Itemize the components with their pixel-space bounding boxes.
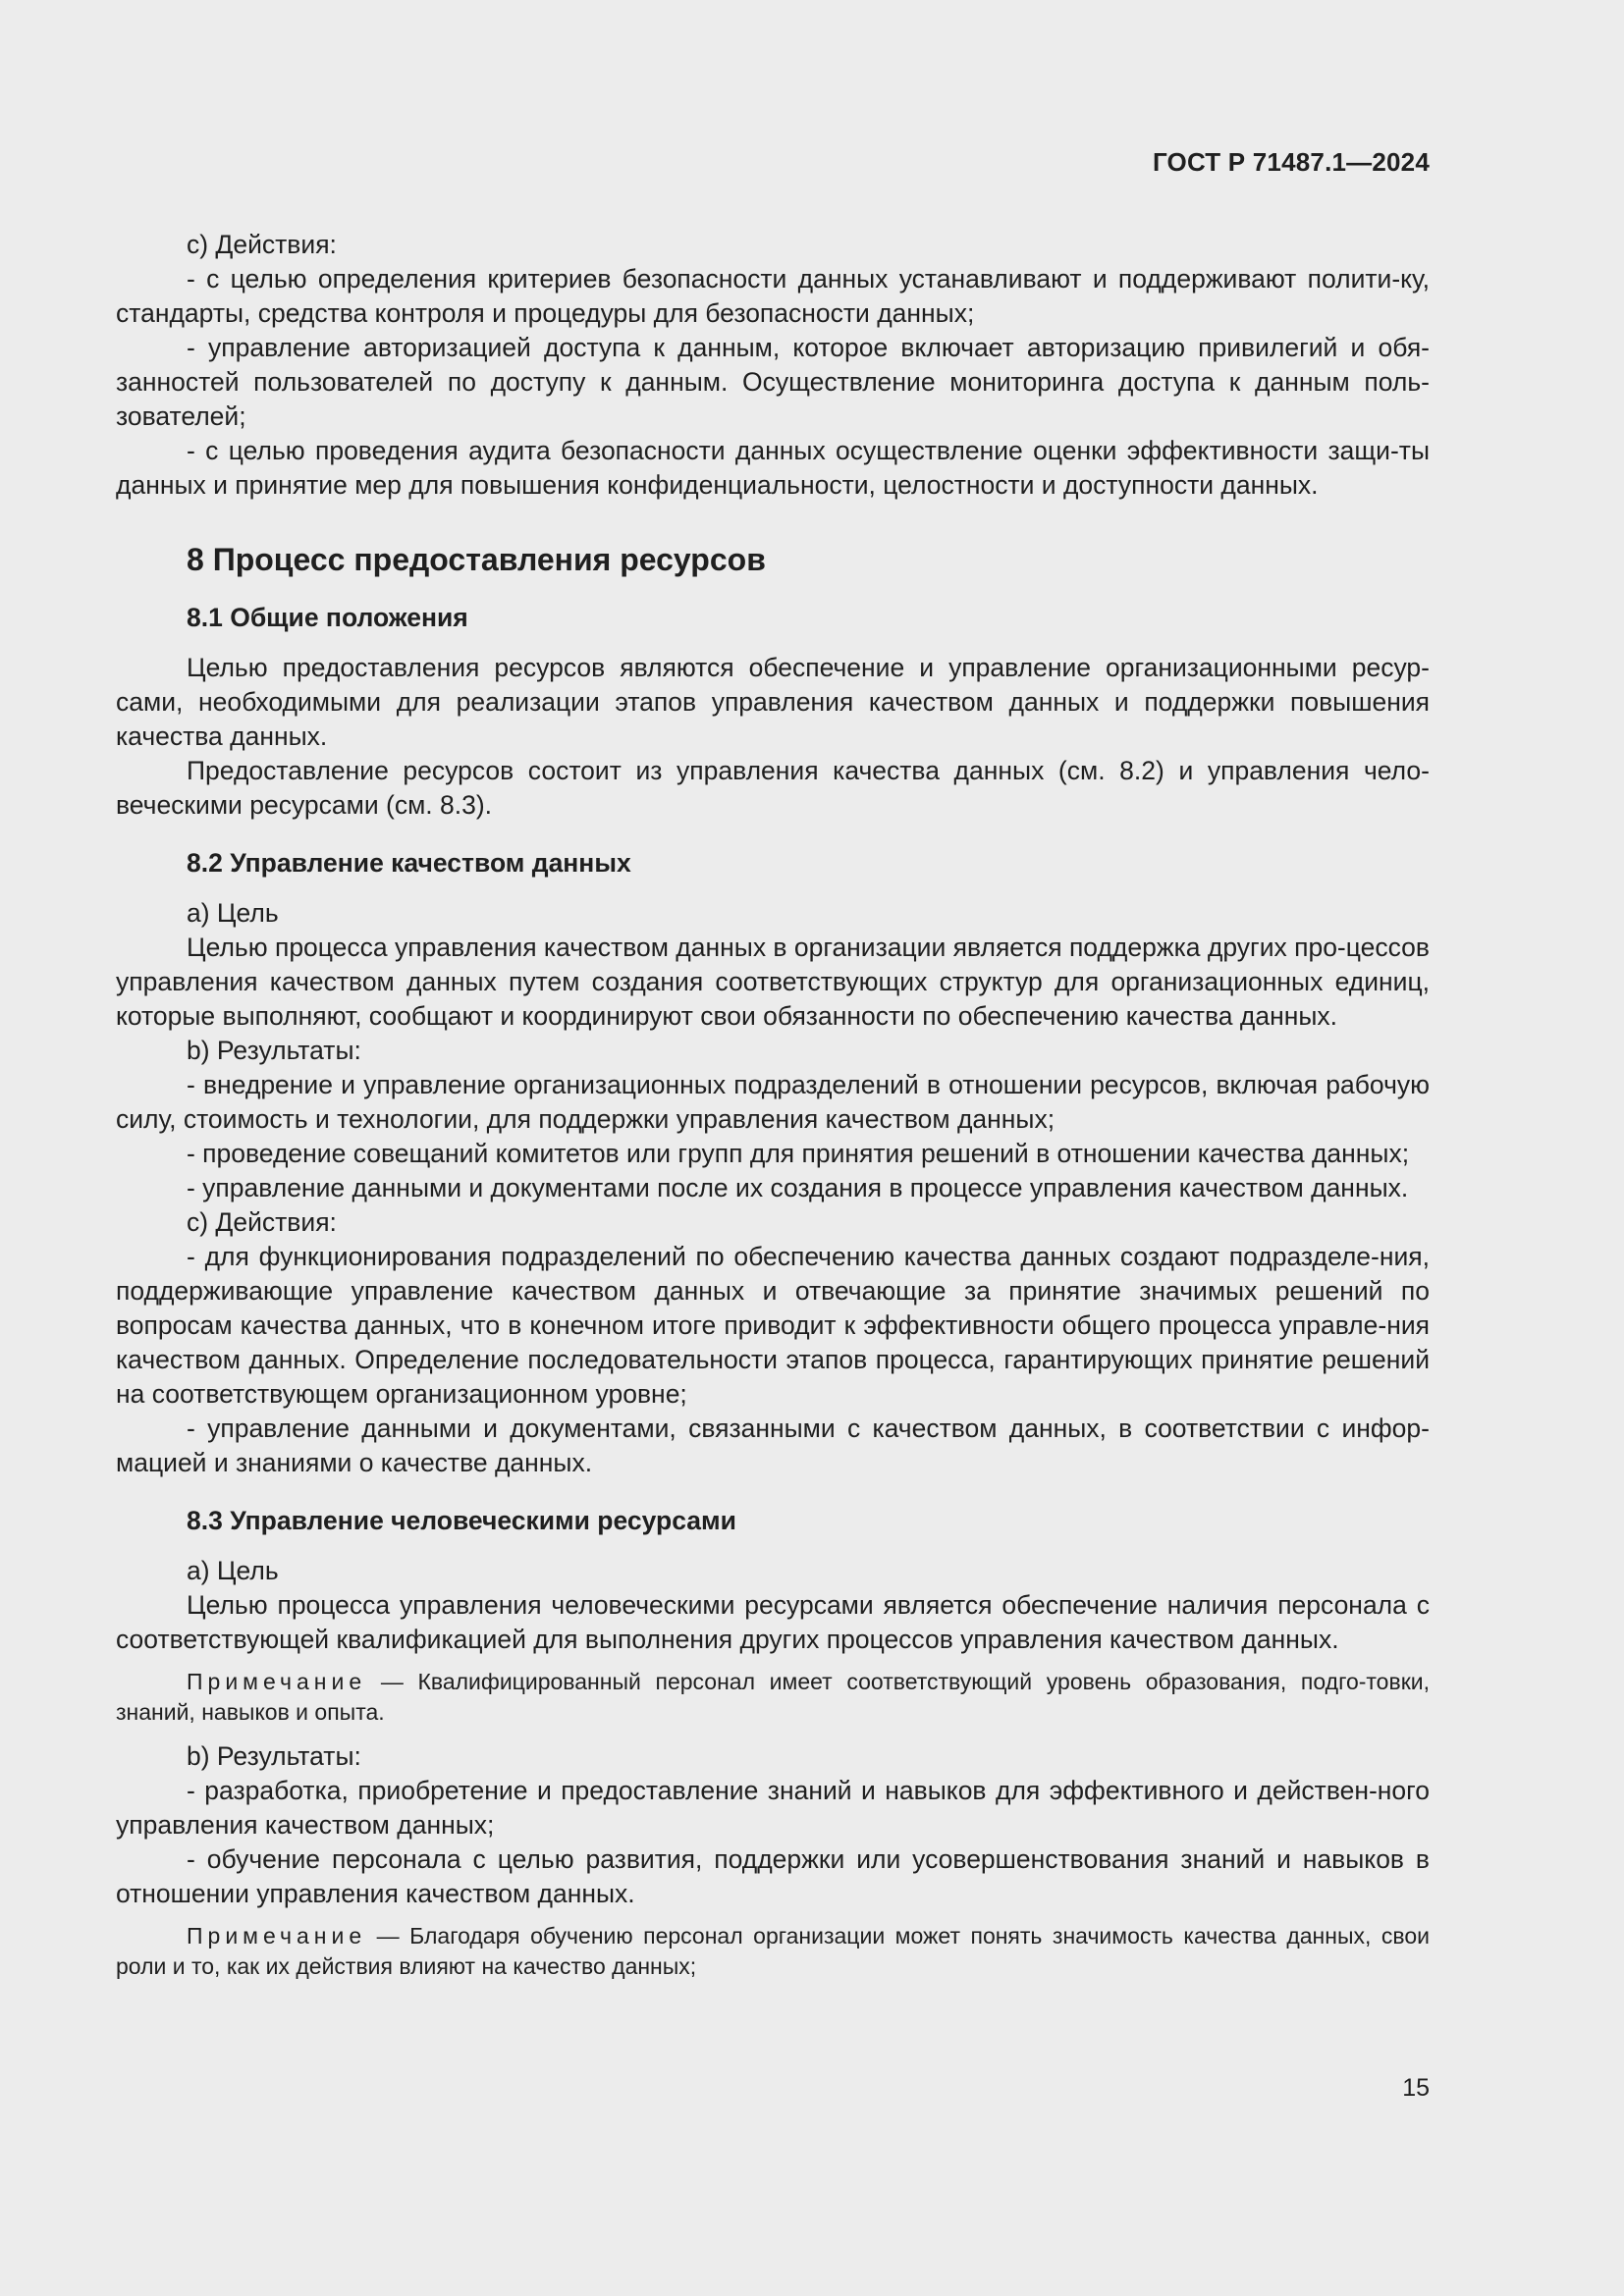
list-item: - разработка, приобретение и предоставление знаний и навыков для эффективного и действен-ного управления качеством данных;: [116, 1776, 1430, 1840]
paragraph: c) Действия:: [187, 1207, 337, 1237]
list-item: - с целью определения критериев безопасности данных устанавливают и поддерживают полити-ку, стандарты, средства контроля и процедуры для безопасности данных;: [116, 264, 1430, 328]
note-label: Примечание: [187, 1669, 367, 1694]
list-item: - внедрение и управление организационных подразделений в отношении ресурсов, включая рабочую силу, стоимость и технологии, для поддержки управления качеством данных;: [116, 1070, 1430, 1134]
note-text: — Благодаря обучению персонал организации может понять значимость качества данных, свои роли и то, как их действия влияют на качество данных;: [116, 1923, 1430, 1979]
document-code: ГОСТ Р 71487.1—2024: [1152, 147, 1430, 177]
paragraph: a) Цель: [187, 1556, 279, 1585]
note: [116, 1667, 1430, 1728]
subsection-heading: 8.1 Общие положения: [187, 603, 468, 632]
list-item: - управление данными и документами после их создания в процессе управления качеством данных.: [187, 1173, 1409, 1202]
paragraph: b) Результаты:: [187, 1036, 361, 1065]
paragraph: Целью процесса управления человеческими ресурсами является обеспечение наличия персонала с соответствующей квалификацией для выполнения других процессов управления качеством данных.: [116, 1590, 1430, 1654]
paragraph: Предоставление ресурсов состоит из управления качества данных (см. 8.2) и управления чело-веческими ресурсами (см. 8.3).: [116, 756, 1430, 820]
list-item: - с целью проведения аудита безопасности данных осуществление оценки эффективности защи-ты данных и принятие мер для повышения конфиденциальности, целостности и доступности данных.: [116, 436, 1430, 500]
note-label: Примечание: [187, 1923, 367, 1949]
list-item: - обучение персонала с целью развития, поддержки или усовершенствования знаний и навыков в отношении управления качеством данных.: [116, 1844, 1430, 1908]
subsection-heading: 8.3 Управление человеческими ресурсами: [187, 1506, 736, 1535]
page-number: 15: [1402, 2074, 1430, 2102]
note-text: — Квалифицированный персонал имеет соответствующий уровень образования, подго-товки, знаний, навыков и опыта.: [116, 1669, 1430, 1725]
paragraph: Целью процесса управления качеством данных в организации является поддержка других про-цессов управления качеством данных путем создания соответствующих структур для организационных единиц, которые выполняют, сообщают и координируют свои обязанности по обеспечению качества данных.: [116, 933, 1430, 1031]
list-item: - проведение совещаний комитетов или групп для принятия решений в отношении качества данных;: [187, 1139, 1410, 1168]
page-body: [116, 228, 1430, 1994]
paragraph: a) Цель: [187, 898, 279, 928]
paragraph: Целью предоставления ресурсов являются обеспечение и управление организационными ресур-сами, необходимыми для реализации этапов управления качеством данных и поддержки повышения качества данных.: [116, 653, 1430, 751]
list-item: c) Действия:: [187, 230, 337, 259]
paragraph: b) Результаты:: [187, 1741, 361, 1771]
section-heading: 8 Процесс предоставления ресурсов: [187, 542, 766, 577]
list-item: - для функционирования подразделений по обеспечению качества данных создают подразделе-ния, поддерживающие управление качеством данных и отвечающие за принятие значимых решений по вопросам качества данных, что в конечном итоге приводит к эффективности общего процесса управле-ния качеством данных. Определение последовательности этапов процесса, гарантирующих принятие решений на соответствующем организационном уровне;: [116, 1242, 1430, 1409]
list-item: - управление авторизацией доступа к данным, которое включает авторизацию привилегий и обя-занностей пользователей по доступу к данным. Осуществление мониторинга доступа к данным поль-зователей;: [116, 333, 1430, 431]
subsection-heading: 8.2 Управление качеством данных: [187, 848, 631, 878]
list-item: - управление данными и документами, связанными с качеством данных, в соответствии с инфор-мацией и знаниями о качестве данных.: [116, 1414, 1430, 1477]
note: [116, 1921, 1430, 1982]
